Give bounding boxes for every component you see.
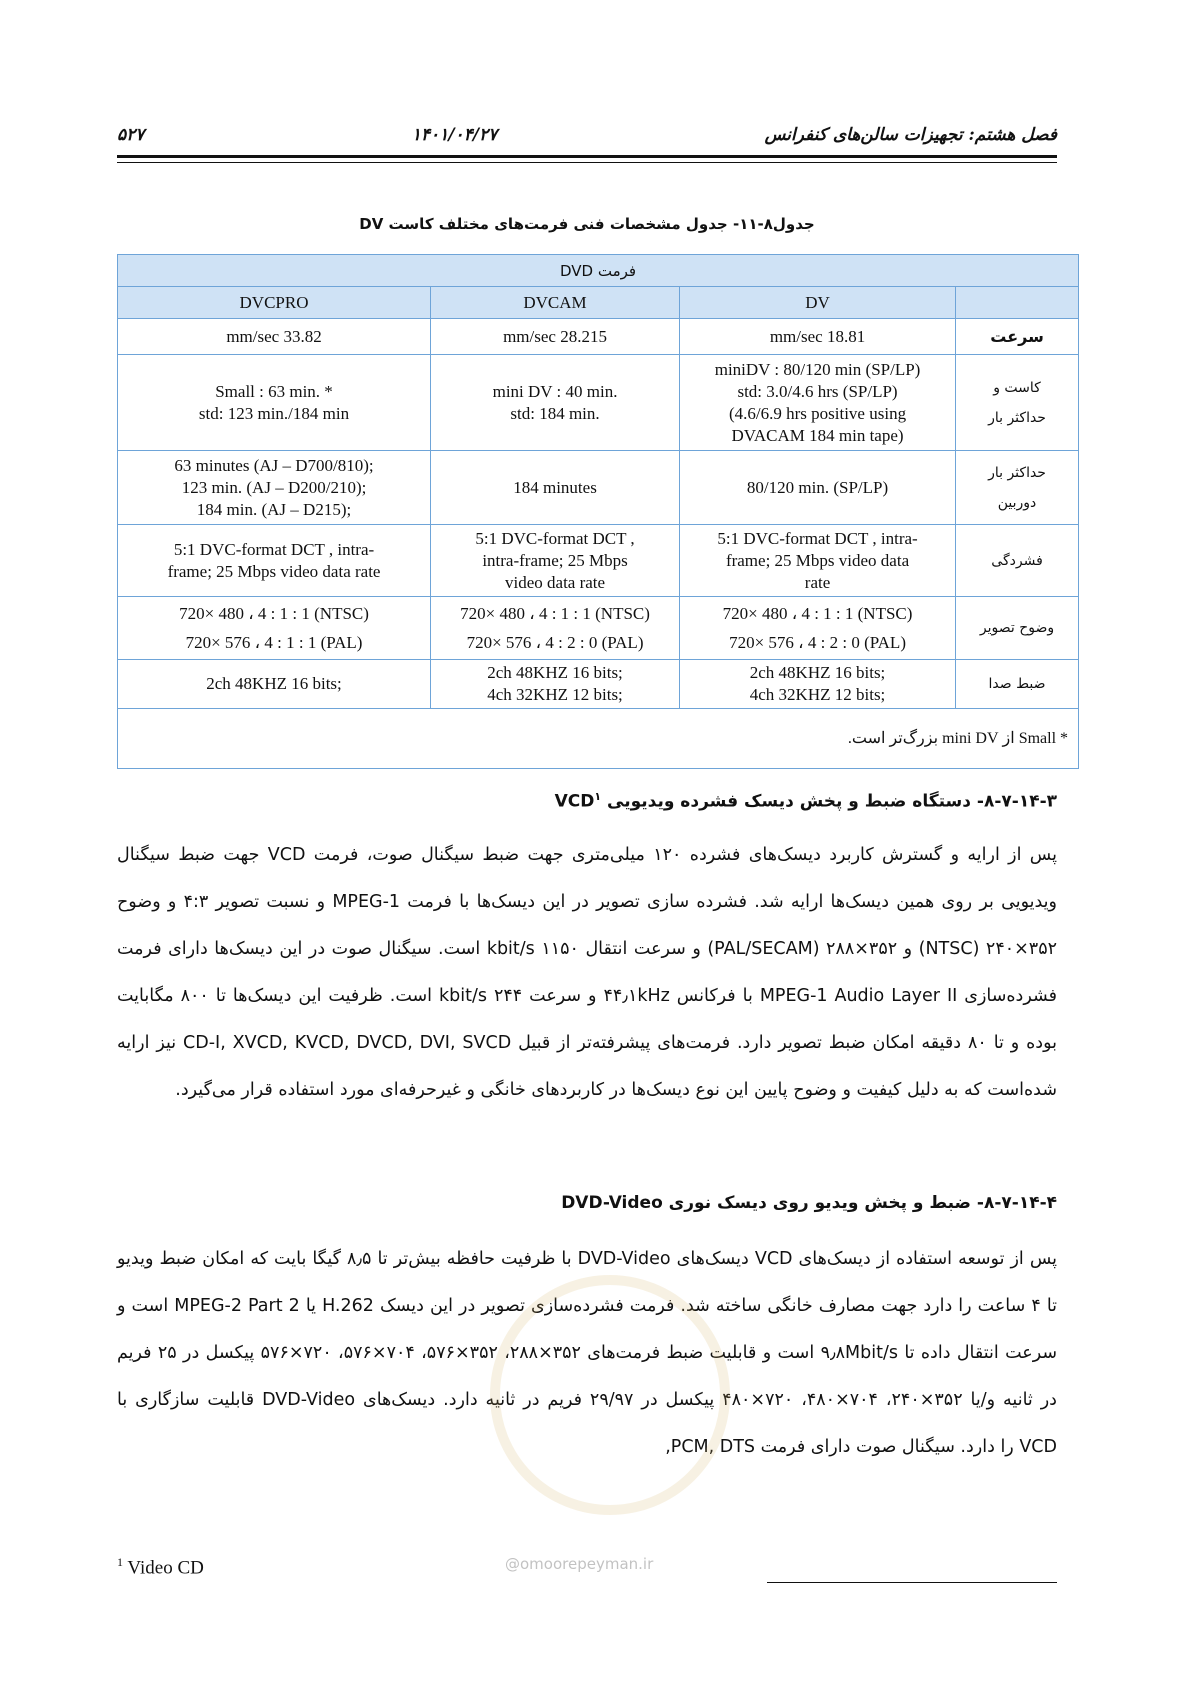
- table-cell: [680, 660, 956, 709]
- cell-line: frame; 25 Mbps video data: [725, 550, 910, 570]
- cell-line: 4ch 32KHZ 12 bits;: [749, 685, 886, 704]
- row-label: [956, 355, 1079, 451]
- cell-line: 2ch 48KHZ 16 bits;: [206, 674, 342, 693]
- table-cell: 33.82 mm/sec: [118, 319, 431, 355]
- cell-line: 5:1 DVC-format DCT ,: [475, 528, 635, 548]
- column-header: DV: [680, 287, 956, 319]
- page-number: ۵۲۷: [117, 125, 145, 145]
- table-cell: [118, 451, 431, 525]
- table-cell: [680, 355, 956, 451]
- cell-line: 720× 480 ، 4 : 1 : 1 (NTSC): [722, 604, 913, 623]
- cell-line: 2ch 48KHZ 16 bits;: [749, 663, 886, 682]
- row-label: [956, 451, 1079, 525]
- footnote-rule: [767, 1582, 1057, 1583]
- chapter-title: فصل هشتم: تجهیزات سالن‌های کنفرانس: [764, 125, 1057, 145]
- table-cell: [118, 525, 431, 597]
- row-label: سرعت: [956, 319, 1079, 355]
- cell-line: 4ch 32KHZ 12 bits;: [487, 685, 623, 704]
- table-note: * Small از mini DV بزرگ‌تر است.: [118, 709, 1079, 769]
- cell-line: 720× 480 ، 4 : 1 : 1 (NTSC): [460, 604, 650, 623]
- row-label: ضبط صدا: [956, 660, 1079, 709]
- footnote-text: Video CD: [127, 1557, 204, 1579]
- column-header: DVCPRO: [118, 287, 431, 319]
- header-date: ۱۴۰۱/۰۴/۲۷: [411, 125, 498, 145]
- table-cell: [118, 660, 431, 709]
- cell-line: 123 min. (AJ – D200/210);: [181, 477, 367, 497]
- row-label: فشردگی: [956, 525, 1079, 597]
- cell-line: 80/120 min. (SP/LP): [746, 477, 889, 497]
- table-cell: [118, 597, 431, 660]
- spec-table: [117, 254, 1079, 769]
- section-body: پس از توسعه استفاده از دیسک‌های VCD دیسک‌های DVD-Video با ظرفیت حافظه بیش‌تر تا ۸٫۵ گیگا بایت که امکان ضبط ویدیو تا ۴ ساعت را دارد جهت مصارف خانگی ساخته شد. فرمت فشرده‌سازی تصویر در این دیسک H.262 یا MPEG-2 Part 2 است و سرعت انتقال داده تا ۹٫۸Mbit/s است و قابلیت ضبط فرمت‌های ۳۵۲×۲۸۸، ۳۵۲×۵۷۶، ۷۰۴×۵۷۶، ۷۲۰×۵۷۶ پیکسل در ۲۵ فریم در ثانیه و/یا ۳۵۲×۲۴۰، ۷۰۴×۴۸۰، ۷۲۰×۴۸۰ پیکسل در ۲۹/۹۷ فریم در ثانیه دارد. دیسک‌های DVD-Video قابلیت سازگاری با VCD را دارد. سیگنال صوت دارای فرمت PCM, DTS,: [117, 1249, 1058, 1457]
- cell-line: 63 minutes (AJ – D700/810);: [174, 455, 374, 475]
- cell-line: std: 123 min./184 min: [198, 403, 350, 423]
- section-heading: [117, 790, 1057, 812]
- section-title: ۸-۷-۱۴-۳- دستگاه ضبط و پخش دیسک فشرده ویدیویی VCD: [554, 791, 1057, 812]
- cell-line: Small : 63 min. *: [215, 381, 333, 401]
- table-group-header: فرمت DVD: [118, 255, 1079, 287]
- table-cell: [431, 597, 680, 660]
- cell-line: 5:1 DVC-format DCT , intra-: [717, 528, 918, 548]
- cell-line: 5:1 DVC-format DCT , intra-: [173, 539, 375, 559]
- footnote: [117, 1555, 204, 1579]
- table-cell: [431, 355, 680, 451]
- table-cell: [431, 525, 680, 597]
- table-caption: جدول۸-۱۱- جدول مشخصات فنی فرمت‌های مختلف کاست DV: [359, 215, 815, 233]
- cell-line: DVACAM 184 min tape): [731, 425, 904, 445]
- row-label-line: حداکثر بار: [988, 464, 1046, 481]
- column-header: DVCAM: [431, 287, 680, 319]
- section-heading: [117, 1193, 1057, 1213]
- table-cell: [680, 525, 956, 597]
- header-rule-thin: [117, 162, 1057, 163]
- page-header: [117, 118, 1057, 152]
- cell-line: miniDV : 80/120 min (SP/LP): [714, 359, 921, 379]
- table-cell: 28.215 mm/sec: [431, 319, 680, 355]
- cell-line: 2ch 48KHZ 16 bits;: [487, 663, 623, 682]
- cell-line: 184 min. (AJ – D215);: [196, 499, 352, 519]
- table-cell: [118, 355, 431, 451]
- cell-line: (4.6/6.9 hrs positive using: [728, 403, 907, 423]
- cell-line: 720× 576 ، 4 : 2 : 0 (PAL): [729, 633, 906, 652]
- cell-line: video data rate: [505, 572, 606, 592]
- cell-line: std: 184 min.: [510, 403, 600, 423]
- footnote-marker: ۱: [594, 790, 602, 803]
- table-cell: [431, 660, 680, 709]
- section-title: ۸-۷-۱۴-۴- ضبط و پخش ویدیو روی دیسک نوری DVD-Video: [561, 1193, 1057, 1213]
- row-label: وضوح تصویر: [956, 597, 1079, 660]
- footnote-number: 1: [117, 1555, 123, 1569]
- cell-line: 720× 576 ، 4 : 2 : 0 (PAL): [466, 633, 644, 652]
- header-rule-thick: [117, 155, 1057, 158]
- header-empty-cell: [956, 287, 1079, 319]
- table-cell: [431, 451, 680, 525]
- cell-line: intra-frame; 25 Mbps: [482, 550, 628, 570]
- cell-line: mini DV : 40 min.: [492, 381, 618, 401]
- cell-line: 720× 576 ، 4 : 1 : 1 (PAL): [185, 633, 363, 652]
- row-label-line: کاست و: [993, 379, 1041, 396]
- table-cell: [680, 451, 956, 525]
- watermark-text: @omoorepeyman.ir: [505, 1555, 654, 1573]
- cell-line: frame; 25 Mbps video data rate: [167, 561, 381, 581]
- table-cell: [680, 597, 956, 660]
- section-body: پس از ارایه و گسترش کاربرد دیسک‌های فشرده ۱۲۰ میلی‌متری جهت ضبط سیگنال صوت، فرمت VCD جهت ضبط سیگنال ویدیویی بر روی همین دیسک‌ها ارایه شد. فشرده سازی تصویر در این دیسک‌ها با فرمت MPEG-1 و نسبت تصویر ۴:۳ و وضوح ۳۵۲×۲۴۰ (NTSC) و ۳۵۲×۲۸۸ (PAL/SECAM) و سرعت انتقال ۱۱۵۰ kbit/s است. سیگنال صوت در این دیسک‌ها دارای فرمت فشرده‌سازی MPEG-1 Audio Layer II با فرکانس ۴۴٫۱kHz و سرعت ۲۴۴ kbit/s است. ظرفیت این دیسک‌ها تا ۸۰۰ مگابایت بوده و تا ۸۰ دقیقه امکان ضبط تصویر دارد. فرمت‌های پیشرفته‌تر از قبیل CD-I, XVCD, KVCD, DVCD, DVI, SVCD نیز ارایه شده‌است که به دلیل کیفیت و وضوح پایین این نوع دیسک‌ها در کاربردهای خانگی و غیرحرفه‌ای مورد استفاده قرار می‌گیرد.: [117, 845, 1057, 1100]
- cell-line: 184 minutes: [513, 477, 597, 497]
- row-label-line: حداکثر بار: [988, 409, 1046, 426]
- cell-line: std: 3.0/4.6 hrs (SP/LP): [737, 381, 898, 401]
- watermark-seal: [490, 1275, 730, 1515]
- table-cell: 18.81 mm/sec: [680, 319, 956, 355]
- row-label-line: دوربین: [997, 494, 1037, 511]
- cell-line: 720× 480 ، 4 : 1 : 1 (NTSC): [179, 604, 369, 623]
- cell-line: rate: [804, 572, 831, 592]
